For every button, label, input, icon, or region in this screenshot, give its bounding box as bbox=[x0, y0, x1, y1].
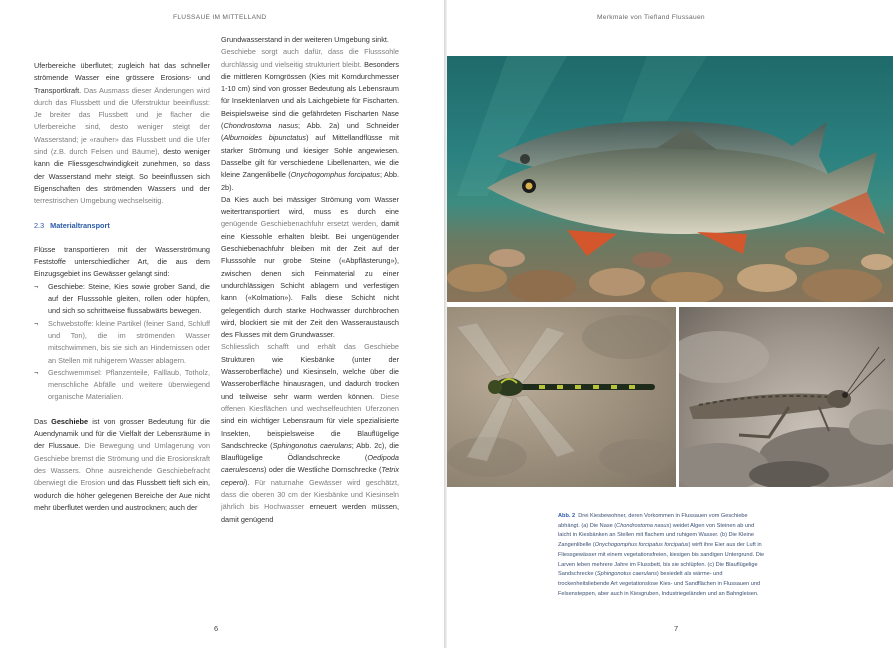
section-heading: 2.3 Materialtransport bbox=[34, 220, 110, 230]
running-head-left: FLUSSAUE IM MITTELLAND bbox=[173, 14, 267, 21]
paragraph: Flüsse transportieren mit der Wasserströmung Feststoffe unterschiedlicher Art, die aus dem Einzugsgebiet ins Gewässer gelangt sind: bbox=[34, 244, 210, 279]
dragonfly-photo bbox=[447, 307, 676, 487]
page-number-right: 7 bbox=[674, 624, 679, 633]
list-item: ¬ Schwebstoffe: kleine Partikel (feiner Sand, Schluff und Ton), die im strömenden Wasser mitschwimmen, bis sie sich an Hindernissen oder an Stellen mit ruhigerem Wasser ablagern. bbox=[34, 318, 210, 367]
paragraph: Geschiebe sorgt auch dafür, dass die Flusssohle durchlässig und vielseitig strukturiert bleibt. Besonders die mittleren Korngrössen (Kies mit Korndurchmesser 1-10 cm) sind von grosser Bedeutung als Lebensraum für Insektenlarven und als Laichgebiete für Fischarten. Beispielsweise sind die gefährdeten Fischarten Nase (Chondrostoma nasus; Abb. 2a) und Schneider (Alburnoides bipunctatus) auf Mittellandflüsse mit starker Strömung und kiesiger Sohle angewiesen. Dasselbe gilt für verschiedene Libellenarten, wie die kleine Zangenlibelle (Onychogomphus forcipatus; Abb. 2b). bbox=[221, 47, 399, 192]
paragraph: Grundwasserstand in der weiteren Umgebung sinkt. bbox=[221, 35, 389, 44]
paragraph: Uferbereiche überflutet; zugleich hat das schneller strömende Wasser eine grössere Erosions- und Transportkraft. Das Ausmass dieser Änderungen wird durch das Flussbett und die Uferstruktur beeinflusst: Je breiter das Flussbett und je flacher die Uferbereiche sind, desto weniger steigt der Wasserstand; je «rauher» das Flussbett und die Ufer sind (z.B. durch Felsen und Bäume), desto weniger kann die Fliessgeschwindigkeit zunehmen, so dass der Wasserstand mehr steigt. So beeinflussen sich Eigenschaften des strömenden Wassers und der terrestrischen Umgebung wechselseitig. bbox=[34, 61, 210, 206]
left-page bbox=[0, 0, 444, 648]
paragraph: Das Geschiebe ist von grosser Bedeutung für die Auendynamik und für die Vielfalt der Lebensräume in der Flussaue. Die Bewegung und Umlagerung von Geschiebe bremst die Strömung und die Erosionskraft des Wassers. Ohne ausreichende Geschiebefracht überwiegt die Erosion und das Flussbett tieft sich ein, wodurch die höher gelegenen Bereiche der Aue nicht mehr überflutet werden und austrocknen; auch der bbox=[34, 416, 211, 512]
list-item: ¬ Geschwemmsel: Pflanzenteile, Falllaub, Totholz, menschliche Abfälle und weitere überwiegend organische Materialien. bbox=[34, 367, 210, 404]
list-item: ¬ Geschiebe: Steine, Kies sowie grober Sand, die auf der Flusssohle gleiten, rollen oder hüpfen, und sich so schrittweise flussabwärts bewegen. bbox=[34, 281, 210, 318]
text-column-1 bbox=[34, 60, 210, 514]
right-page bbox=[447, 0, 893, 648]
figure-caption: Abb. 2 Drei Kiesbewohner, deren Vorkommen in Flussauen vom Geschiebe abhängt. (a) Die Nase (Chondrostoma nasus) weidet Algen von Steinen ab und laicht in Kiesbänken an Stellen mit flachem und ruhigem Wasser. (b) Die Kleine Zangenlibelle (Onychogomphus forcipatus forcipatus) wirft ihre Eier aus der Luft in Fliessgewässer mit einem vegetationsfreien, kiesigen bis sandigen Untergrund. Die Larven leben mehrere Jahre im Flussbett, bis sie schlüpfen. (c) Die Blauflügelige Sandschrecke (Sphingonotus caerulans) besiedelt als wärme- und trockenheitsliebende Art vegetationslose Kies- und Sandflächen in Flussauen und Felsensteppen, aber auch in Kiesgruben, Industriegeländen und an Bahngleisen. bbox=[558, 513, 765, 597]
paragraph: Schliesslich schafft und erhält das Geschiebe Strukturen wie Kiesbänke (unter der Wasseroberfläche) und Kiesinseln, welche über die Wasseroberfläche hinausragen, und dadurch trocken und teilweise sehr warm werden können. Diese offenen Kiesflächen und wechselfeuchten Uferzonen sind ein wichtiger Lebensraum für viele spezialisierte Insekten, beispielsweise die Blauflügelige Sandschrecke (Sphingonotus caerulans; Abb. 2c), die Blauflügelige Ödlandschrecke (Oedipoda caerulescens) oder die Westliche Dornschrecke (Tetrix ceperoi). Für naturnahe Gewässer wird geschätzt, dass die oberen 30 cm der Kiesbänke und Kiesinseln jährlich bis Hochwasser erneuert werden müssen, damit genügend bbox=[221, 342, 400, 524]
paragraph: Da Kies auch bei mässiger Strömung vom Wasser weitertransportiert wird, muss es durch eine genügende Geschiebenachfuhr ersetzt werden, damit eine Kiessohle erhalten bleibt. Bei ungenügender Geschiebenachfuhr bleiben mit der Zeit auf der Flusssohle nur grobe Steine («Abpflästerung»), zwischen denen sich Feinmaterial zu einer undurchlässigen Schicht ablagern und verfestigen kann («Kolmation»). Falls diese Schicht nicht gelegentlich durch starke Hochwasser durchbrochen wird, blockiert sie mit der Zeit den Wasseraustausch des Flusses mit dem Grundwasser. bbox=[221, 194, 399, 340]
text-column-2 bbox=[221, 34, 399, 526]
figure-label: Abb. 2 bbox=[558, 513, 576, 519]
bullet-list bbox=[34, 281, 210, 404]
nase-fish-photo bbox=[447, 56, 893, 302]
page-number-left: 6 bbox=[214, 624, 219, 633]
running-head-right: Merkmale von Tiefland Flussauen bbox=[597, 14, 705, 21]
grasshopper-photo bbox=[679, 307, 893, 487]
